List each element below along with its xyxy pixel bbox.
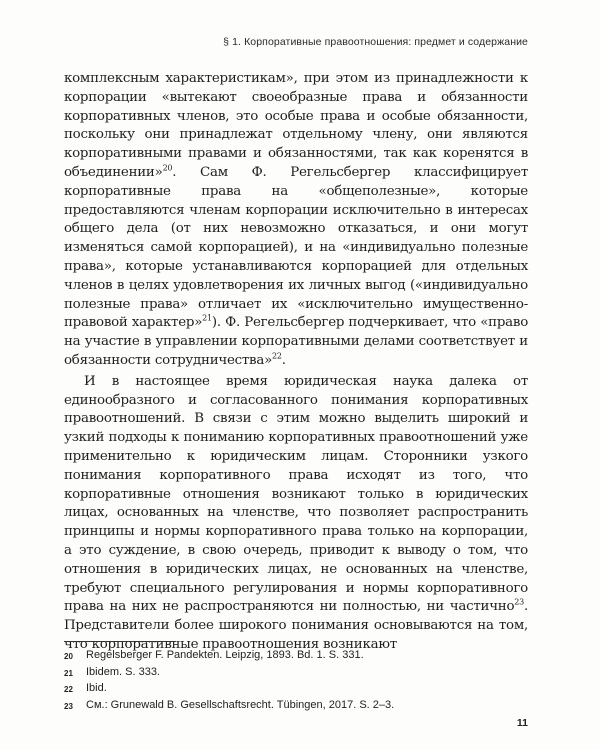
footnote-text: См.: Grunewald B. Gesellschaftsrecht. Tübingen, 2017. S. 2–3. [86,698,395,711]
footnote-ref-20[interactable]: 20 [162,163,173,173]
footnote [64,681,528,698]
footnote-number: 20 [64,652,73,661]
main-text [64,70,528,655]
paragraph-1 [64,70,528,371]
footnote-number: 23 [64,701,73,711]
footnote-number: 21 [64,668,73,678]
paragraph-2-text-1: И в настоящее время юридическая наука далека от единообразного и согласованного понимания корпоративных правоотношений. В связи с этим можно выделить широкий и узкий подходы к пониманию корпоративных правоотношений уже применительно к юридическим лицам. Сторонники узкого понимания корпоративного права исходят из того, что корпоративные отношения возникают только в юридических лицах, основанных на членстве, что позволяет распространить принципы и нормы корпоративного права только на корпорации, а это суждение, в свою очередь, приводит к выводу о том, что отношения в юридических лицах, не основанных на членстве, требуют специального регулирования и нормы корпоративного права на них не распространяются ни полностью, ни частично [64,373,528,615]
footnote-text: Regelsberger F. Pandekten. Leipzig, 1893. Bd. 1. S. 331. [86,649,364,661]
running-header: § 1. Корпоративные правоотношения: предмет и содержание [223,36,528,48]
paragraph-1-text-4: . [281,352,286,368]
footnotes [64,648,528,714]
footnote [64,665,528,682]
paragraph-1-text-1: комплексным характеристикам», при этом из принадлежности к корпорации «вытекают своеобразные права и обязанности корпоративных членов, это особые права и особые обязанности, поскольку они принадлежат отдельному члену, они являются корпоративными правами и обязанностями, так как коренятся в объединении» [64,71,528,180]
footnote-ref-23[interactable]: 23 [514,597,524,607]
footnote [64,648,528,665]
footnote-ref-22[interactable]: 22 [272,351,282,361]
footnote-separator [64,641,176,642]
paragraph-2-text-2: . Представители более широкого понимания основываются на том, что корпоративные правоотношения возникают [64,599,528,652]
footnote-ref-21[interactable]: 21 [202,313,212,323]
paragraph-2 [64,373,528,655]
paragraph-1-text-2: . Сам Ф. Регельсбергер классифицирует корпоративные права на «общеполезные», которые предоставляются членам корпорации исключительно в интересах общего дела (от них невозможно отказаться, и они могут изменяться самой корпорацией), и на «индивидуально полезные права», которые устанавливаются корпорацией для отдельных членов в целях удовлетворения их личных выгод («индивидуально полезные права» отличает их «исключительно имущественно-правовой характер» [64,164,528,331]
footnote-text: Ibidem. S. 333. [86,665,160,678]
footnote [64,698,528,715]
footnote-number: 22 [64,685,73,694]
paragraph-1-text-3: ). Ф. Регельсбергер подчеркивает, что «право на участие в управлении корпоративными делами соответствует и обязанности сотрудничества» [64,315,529,368]
page-number: 11 [516,717,528,729]
footnote-text: Ibid. [86,682,107,694]
